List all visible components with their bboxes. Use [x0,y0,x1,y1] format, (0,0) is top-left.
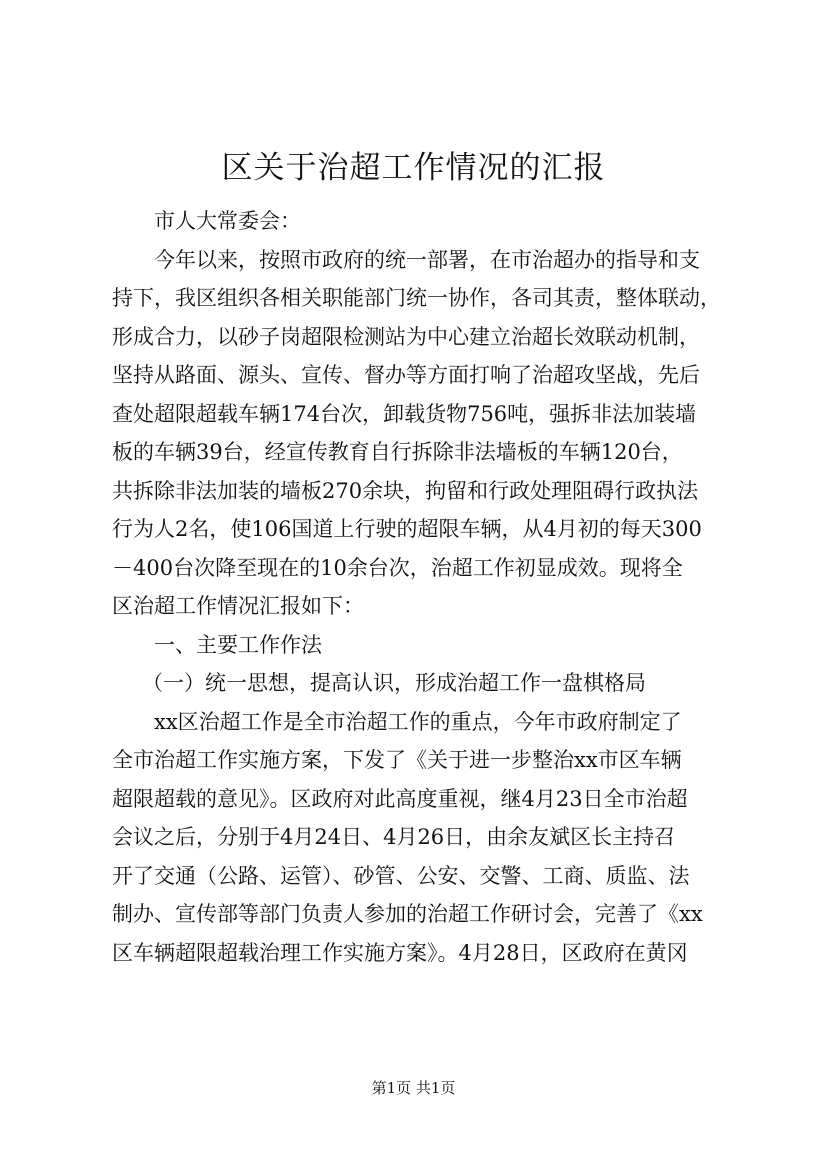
page-footer: 第1页 共1页 [371,1079,456,1097]
paragraph-line: xx区治超工作是全市治超工作的重点，今年市政府制定了 [154,709,682,734]
subsection-heading: （一）统一思想，提高认识，形成治超工作一盘棋格局 [142,671,646,695]
salutation-line: 市人大常委会： [154,209,301,233]
paragraph-line: 开了交通（公路、运管）、砂管、公安、交警、工商、质监、法 [112,863,690,888]
paragraph-line: 区车辆超限超载治理工作实施方案》。4月28日，区政府在黄冈 [112,940,688,965]
paragraph-line: －400台次降至现在的10余台次，治超工作初显成效。现将全 [112,555,683,580]
paragraph-line: 制办、宣传部等部门负责人参加的治超工作研讨会，完善了《xx [112,902,703,926]
document-body [112,202,738,972]
paragraph-line: 会议之后，分别于4月24日、4月26日，由余友斌区长主持召 [112,825,676,849]
paragraph-line: 形成合力，以砂子岗超限检测站为中心建立治超长效联动机制， [112,324,700,349]
paragraph-line: 区治超工作情况汇报如下： [112,594,364,618]
paragraph-line: 行为人2名，使106国道上行驶的超限车辆，从4月初的每天300 [112,517,702,541]
section-heading: 一、主要工作作法 [154,632,322,657]
paragraph-line: 坚持从路面、源头、宣传、督办等方面打响了治超攻坚战，先后 [112,363,700,387]
paragraph-line: 持下，我区组织各相关职能部门统一协作，各司其责，整体联动， [112,286,721,310]
paragraph-line: 查处超限超载车辆174台次，卸载货物756吨，强拆非法加装墙 [112,401,697,426]
document-title: 区关于治超工作情况的汇报 [221,150,606,186]
paragraph-line: 共拆除非法加装的墙板270余块，拘留和行政处理阻碍行政执法 [112,478,699,503]
paragraph-line: 今年以来，按照市政府的统一部署，在市治超办的指导和支 [154,247,700,272]
paragraph-line: 板的车辆39台，经宣传教育自行拆除非法墙板的车辆120台， [112,440,683,464]
paragraph-line: 全市治超工作实施方案，下发了《关于进一步整治xx市区车辆 [112,748,682,772]
paragraph-line: 超限超载的意见》。区政府对此高度重视，继4月23日全市治超 [112,786,688,811]
